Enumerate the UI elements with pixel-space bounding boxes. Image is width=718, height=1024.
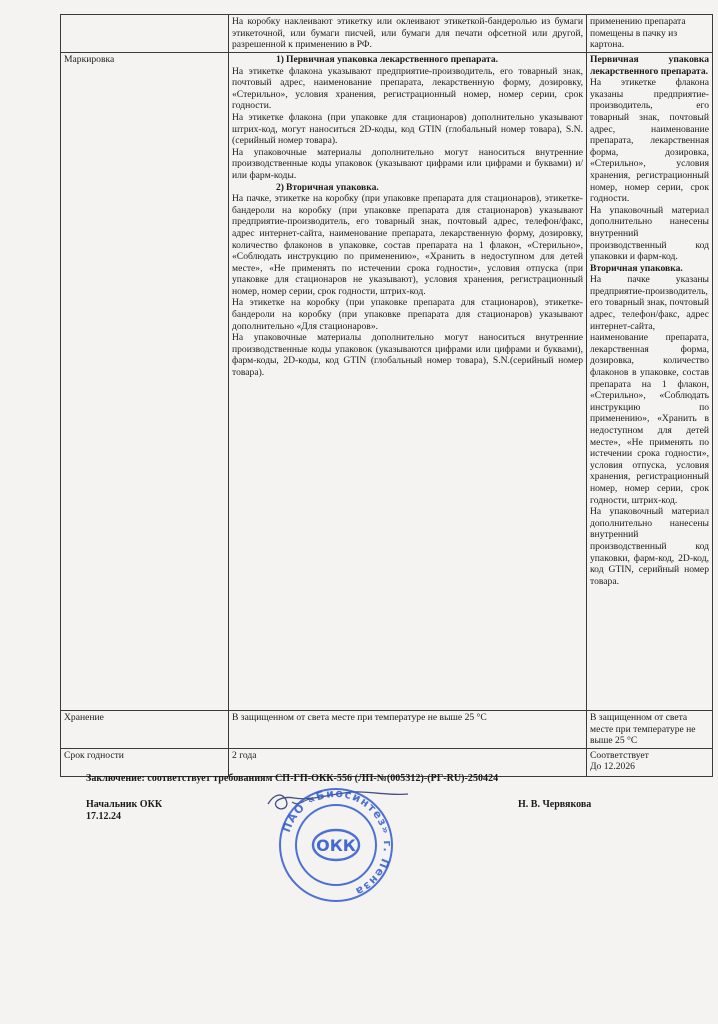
section-heading: Вторичная упаковка. (590, 262, 683, 274)
signer-name: Н. В. Червякова (518, 799, 592, 810)
stamp-outer-text: ПАО «Биосинтез» г. Пенза (279, 786, 395, 899)
result-cell-marking (587, 53, 713, 711)
spec-cell-storage: В защищенном от света месте при температуре не выше 25 °С (229, 711, 587, 749)
table-row (61, 15, 713, 53)
paragraph: На упаковочный материал дополнительно нанесены внутренний производственный код упаковки, фарм-код, 2D-код, код GTIN, серийный номер товара. (590, 506, 709, 587)
specification-table (60, 14, 713, 777)
section-heading: Первичная упаковка лекарственного препарата. (286, 54, 499, 65)
row-label-storage: Хранение (61, 711, 229, 749)
signer-position: Начальник ОКК (86, 799, 163, 810)
paragraph: На пачке, этикетке на коробку (при упаковке препарата для стационаров), этикетке-бандероли на коробку (при упаковке препарата для стационаров) указывают предприятие-производитель, его товарный знак, почтовый адрес, телефон/факс, адрес интернет-сайта, наименование препарата, лекарственную форму, дозировку, количество флаконов в упаковке, состав препарата на 1 флакон, «Стерильно», «Соблюдать инструкцию по применению», «Хранить в недоступном для детей месте», «Не применять по истечении срока годности», условия отпуска (при упаковке для стационаров не указывают), условия хранения, регистрационный номер, номер серии, срок годности, штрих-код. (232, 193, 583, 297)
paragraph: На этикетке флакона (при упаковке для стационаров) дополнительно указывают штрих-код, могут наноситься 2D-коды, код GTIN (глобальный номер товара), S.N.(серийный номер товара). (232, 111, 583, 147)
result-date: До 12.2026 (590, 761, 635, 773)
spec-cell-marking (229, 53, 587, 711)
paragraph: На упаковочный материал дополнительно нанесены внутренний производственный код упаковки и фарм-код. (590, 204, 709, 263)
result-cell: применению препарата помещены в пачку из картона. (587, 15, 713, 53)
paragraph: На пачке указаны предприятие-производитель, его товарный знак, почтовый адрес, телефон/факс, адрес интернет-сайта, наименование препарата, лекарственная форма, дозировка, количество флаконов в упаковке, состав препарата на 1 флакон, «Стерильно», «Соблюдать инструкцию по применению», «Хранить в недоступном для детей месте», «Не применять по истечении срока годности», условия отпуска, условия хранения, регистрационный номер, номер серии, срок годности, штрих-код. (590, 274, 709, 506)
section-number: 1) (276, 54, 284, 65)
paragraph: На этикетке на коробку (при упаковке препарата для стационаров), этикетке-бандероли на коробку (при упаковке препарата для стационаров) указывают дополнительно «Для стационаров». (232, 297, 583, 332)
stamp-seal (262, 786, 410, 904)
paragraph: На этикетке флакона указаны предприятие-производитель, его товарный знак, почтовый адрес, наименование препарата, лекарственная форма, дозировка, «Стерильно», условия хранения, регистрационный номер, номер серии, срок годности. (590, 77, 709, 205)
table-row (61, 711, 713, 749)
signer-date: 17.12.24 (86, 811, 121, 822)
table-row (61, 53, 713, 711)
stamp-center-text: ОКК (316, 836, 356, 855)
paragraph: На упаковочные материалы дополнительно могут наноситься внутренние производственные коды упаковок (указывают цифрами или цифрами и буквами) и/или фарм-коды. (232, 146, 583, 181)
result-status: Соответствует (590, 749, 649, 761)
row-label-cell (61, 15, 229, 53)
signer-block (86, 799, 162, 823)
section-number: 2) (276, 181, 284, 193)
row-label-shelf-life: Срок годности (61, 748, 229, 776)
row-label-marking: Маркировка (61, 53, 229, 711)
paragraph: На этикетке флакона указывают предприятие-производитель, его товарный знак, почтовый адрес, наименование препарата, лекарственную форму, дозировку, «Стерильно», условия хранения, регистрационный номер, номер серии, срок годности. (232, 65, 583, 112)
section-heading: Первичная упаковка лекарственного препарата. (590, 54, 709, 77)
spec-cell: На коробку наклеивают этикетку или оклеивают этикеткой-бандеролью из бумаги этикеточной, или бумаги писчей, или бумаги для печати офсетной или другой, разрешенной к применению в РФ. (229, 15, 587, 53)
paragraph: На упаковочные материалы дополнительно могут наноситься внутренние производственные коды упаковок (указываются цифрами или цифрами и буквами), фарм-коды, 2D-коды, код GTIN (глобальный номер товара), S.N.(серийный номер товара). (232, 332, 583, 379)
result-cell-storage: В защищенном от света месте при температуре не выше 25 °С (587, 711, 713, 749)
conclusion-text: Заключение: соответствует требованиям СП-ГП-ОКК-556 (ЛП-№(005312)-(РГ-RU)-250424 (86, 773, 499, 784)
spec-cell-shelf-life: 2 года (229, 748, 587, 776)
result-cell-shelf-life (587, 748, 713, 776)
section-heading: Вторичная упаковка. (286, 181, 379, 193)
